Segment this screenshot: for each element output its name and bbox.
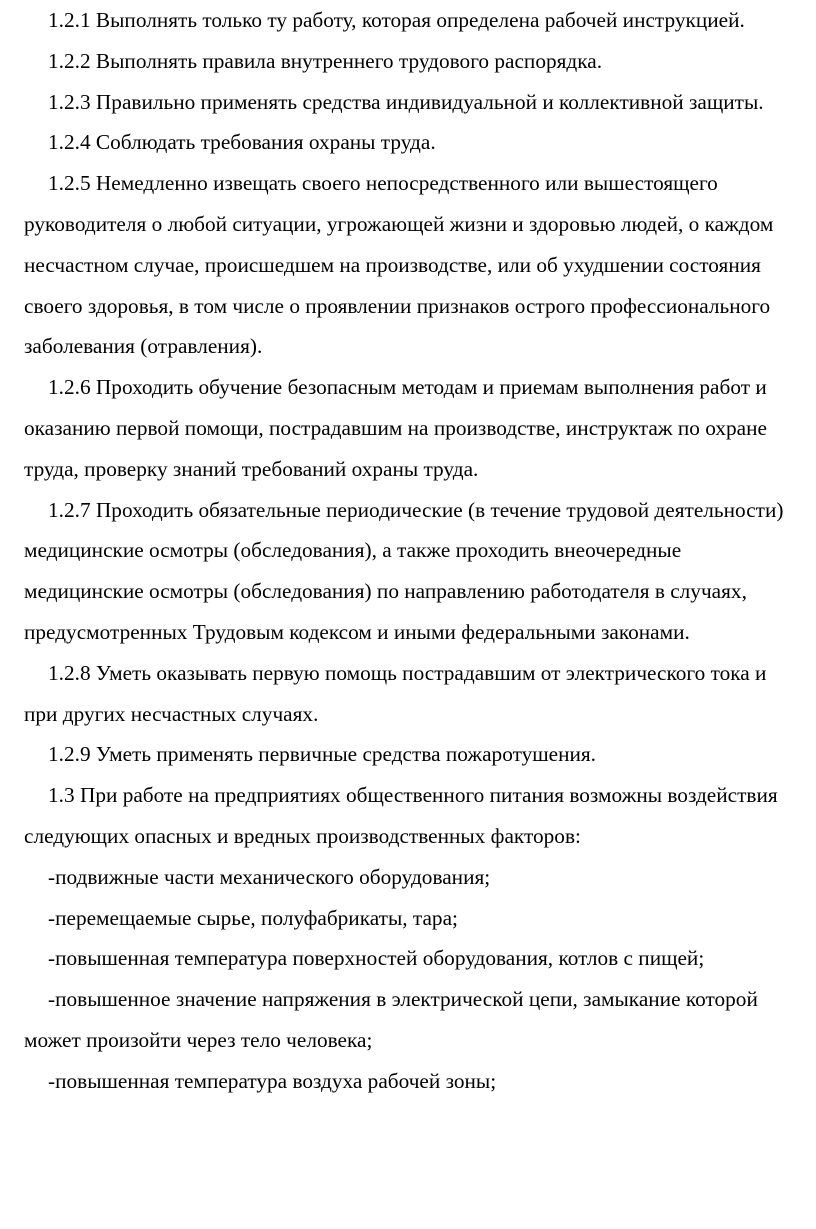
list-item-moved-materials: -перемещаемые сырье, полуфабрикаты, тара;	[48, 905, 458, 930]
paragraph-1-2-4: 1.2.4 Соблюдать требования охраны труда.	[48, 130, 436, 155]
paragraph-1-2-8: 1.2.8 Уметь оказывать первую помощь пострадавшим от электрического тока и при других несчастных случаях.	[24, 660, 767, 726]
paragraph-1-2-7: 1.2.7 Проходить обязательные периодические (в течение трудовой деятельности) медицинские осмотры (обследования), а также проходить внеочередные медицинские осмотры (обследования) по направлению работодателя в случаях, предусмотренных Трудовым кодексом и иными федеральными законами.	[24, 497, 784, 644]
list-item-surface-temperature: -повышенная температура поверхностей оборудования, котлов с пищей;	[48, 946, 705, 971]
paragraph-1-2-6: 1.2.6 Проходить обучение безопасным методам и приемам выполнения работ и оказанию первой помощи, пострадавшим на производстве, инструктаж по охране труда, проверку знаний требований охраны труда.	[24, 375, 767, 481]
list-item-voltage: -повышенное значение напряжения в электрической цепи, замыкание которой может произойти через тело человека;	[24, 987, 758, 1052]
paragraph-1-2-5: 1.2.5 Немедленно извещать своего непосредственного или вышестоящего руководителя о любой ситуации, угрожающей жизни и здоровью людей, о каждом несчастном случае, происшедшем на производстве, или об ухудшении состояния своего здоровья, в том числе о проявлении признаков острого профессионального заболевания (отравления).	[24, 171, 774, 359]
paragraph-1-3: 1.3 При работе на предприятиях общественного питания возможны воздействия следующих опасных и вредных производственных факторов:	[24, 783, 778, 848]
paragraph-1-2-9: 1.2.9 Уметь применять первичные средства пожаротушения.	[48, 742, 597, 767]
paragraph-1-2-2: 1.2.2 Выполнять правила внутреннего трудового распорядка.	[48, 48, 603, 73]
list-item-moving-parts: -подвижные части механического оборудования;	[48, 864, 491, 889]
document-page	[24, 0, 804, 1102]
list-item-air-temperature: -повышенная температура воздуха рабочей зоны;	[48, 1068, 497, 1093]
paragraph-1-2-3: 1.2.3 Правильно применять средства индивидуальной и коллективной защиты.	[48, 89, 764, 114]
paragraph-1-2-1: 1.2.1 Выполнять только ту работу, которая определена рабочей инструкцией.	[48, 8, 745, 32]
